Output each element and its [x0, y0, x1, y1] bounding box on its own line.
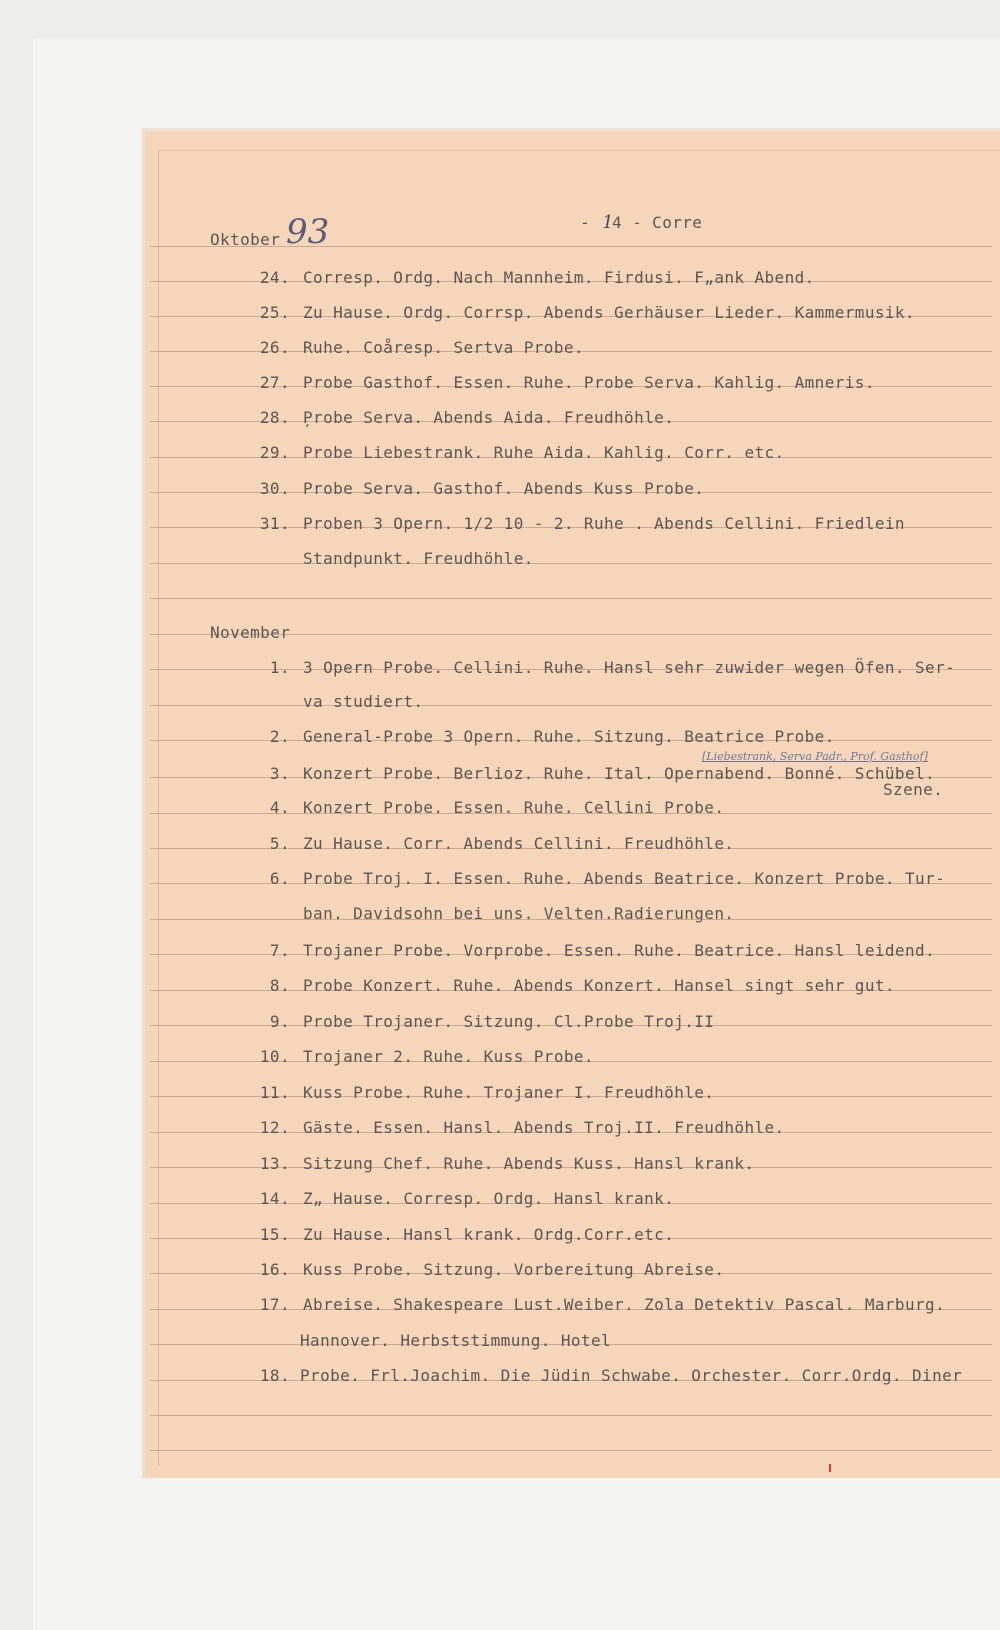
- margin-mark: [829, 1464, 831, 1472]
- entry-text: 3 Opern Probe. Cellini. Ruhe. Hansl sehr zuwider wegen Öfen. Ser-: [303, 658, 956, 677]
- typed-page-number: 4: [612, 213, 623, 232]
- entry-text: Kuss Probe. Ruhe. Trojaner I. Freudhöhle.: [303, 1083, 715, 1102]
- entry-text: Trojaner Probe. Vorprobe. Essen. Ruhe. Beatrice. Hansl leidend.: [303, 941, 936, 960]
- ruled-line: [150, 705, 992, 706]
- entry-text: Probe. Frl.Joachim. Die Jüdin Schwabe. Orchester. Corr.Ordg. Diner: [300, 1366, 963, 1385]
- entry-day-number: 4.: [269, 798, 290, 817]
- entry-text: Sitzung Chef. Ruhe. Abends Kuss. Hansl krank.: [303, 1154, 755, 1173]
- ruled-line: [150, 1415, 992, 1416]
- month-heading-november: November: [210, 623, 291, 642]
- entry-day-number: 11.: [259, 1083, 290, 1102]
- entry-day-number: 26.: [259, 338, 290, 357]
- entry-text: va studiert.: [303, 692, 424, 711]
- entry-text: Kuss Probe. Sitzung. Vorbereitung Abreise.: [303, 1260, 725, 1279]
- entry-text: Probe Serva. Gasthof. Abends Kuss Probe.: [303, 479, 705, 498]
- handwritten-annotation: [Liebestrank, Serva Padr., Prof. Gasthof]: [702, 750, 928, 763]
- ruled-line: [150, 1450, 992, 1451]
- entry-day-number: 28.: [259, 408, 290, 427]
- entry-text: Zu Hause. Corr. Abends Cellini. Freudhöhle.: [303, 834, 735, 853]
- entry-day-number: 3.: [269, 764, 290, 783]
- entry-day-number: 17.: [259, 1295, 290, 1314]
- entry-text: Probe Gasthof. Essen. Ruhe. Probe Serva. Kahlig. Amneris.: [303, 373, 875, 392]
- entry-text: Proben 3 Opern. 1/2 10 - 2. Ruhe . Abends Cellini. Friedlein: [303, 514, 905, 533]
- entry-day-number: 5.: [269, 834, 290, 853]
- entry-day-number: 12.: [259, 1118, 290, 1137]
- entry-day-number: 10.: [259, 1047, 290, 1066]
- entry-text: Standpunkt. Freudhöhle.: [303, 549, 534, 568]
- entry-day-number: 31.: [259, 514, 290, 533]
- entry-text: Z„ Hause. Corresp. Ordg. Hansl krank.: [303, 1189, 675, 1208]
- entry-text: Hannover. Herbststimmung. Hotel: [300, 1331, 612, 1350]
- ruled-line: [150, 563, 992, 564]
- entry-text: Ruhe. Coåresp. Sertva Probe.: [303, 338, 584, 357]
- entry-day-number: 13.: [259, 1154, 290, 1173]
- entry-text: Abreise. Shakespeare Lust.Weiber. Zola Detektiv Pascal. Marburg.: [303, 1295, 946, 1314]
- entry-day-number: 15.: [259, 1225, 290, 1244]
- entry-day-number: 8.: [269, 976, 290, 995]
- entry-text: Zu Hause. Ordg. Corrsp. Abends Gerhäuser Lieder. Kammermusik.: [303, 303, 916, 322]
- entry-text: Corresp. Ordg. Nach Mannheim. Firdusi. F„ank Abend.: [303, 268, 815, 287]
- entry-text: ban. Davidsohn bei uns. Velten.Radierungen.: [303, 904, 735, 923]
- entry-day-number: 2.: [269, 727, 290, 746]
- entry-day-number: 16.: [259, 1260, 290, 1279]
- entry-day-number: 25.: [259, 303, 290, 322]
- handwritten-year: 93: [286, 212, 330, 252]
- entry-day-number: 1.: [269, 658, 290, 677]
- entry-day-number: 24.: [259, 268, 290, 287]
- month-heading-oktober: Oktober: [210, 230, 281, 249]
- entry-day-number: 6.: [269, 869, 290, 888]
- page-header: - 14 - Corre: [580, 212, 703, 233]
- entry-day-number: 29.: [259, 443, 290, 462]
- entry-text: Szene.: [883, 780, 944, 799]
- entry-day-number: 30.: [259, 479, 290, 498]
- entry-text: Konzert Probe. Berlioz. Ruhe. Ital. Opernabend. Bonné. Schübel.: [303, 764, 936, 783]
- entry-text: Probe Trojaner. Sitzung. Cl.Probe Troj.II: [303, 1012, 715, 1031]
- entry-text: General-Probe 3 Opern. Ruhe. Sitzung. Beatrice Probe.: [303, 727, 835, 746]
- entry-day-number: 7.: [269, 941, 290, 960]
- entry-day-number: 18.: [259, 1366, 290, 1385]
- ruled-line: [150, 598, 992, 599]
- entry-text: Gäste. Essen. Hansl. Abends Troj.II. Freudhöhle.: [303, 1118, 785, 1137]
- entry-day-number: 9.: [269, 1012, 290, 1031]
- entry-text: Probe Troj. I. Essen. Ruhe. Abends Beatrice. Konzert Probe. Tur-: [303, 869, 946, 888]
- entry-text: P̦robe Serva. Abends Aida. Freudhöhle.: [303, 408, 675, 427]
- handwritten-page-number: 1: [602, 212, 615, 233]
- entry-day-number: 27.: [259, 373, 290, 392]
- entry-text: Probe Liebestrank. Ruhe Aida. Kahlig. Corr. etc.: [303, 443, 785, 462]
- entry-text: Trojaner 2. Ruhe. Kuss Probe.: [303, 1047, 594, 1066]
- entry-text: Zu Hause. Hansl krank. Ordg.Corr.etc.: [303, 1225, 675, 1244]
- entry-text: Konzert Probe. Essen. Ruhe. Cellini Probe.: [303, 798, 725, 817]
- entry-day-number: 14.: [259, 1189, 290, 1208]
- entry-text: Probe Konzert. Ruhe. Abends Konzert. Hansel singt sehr gut.: [303, 976, 895, 995]
